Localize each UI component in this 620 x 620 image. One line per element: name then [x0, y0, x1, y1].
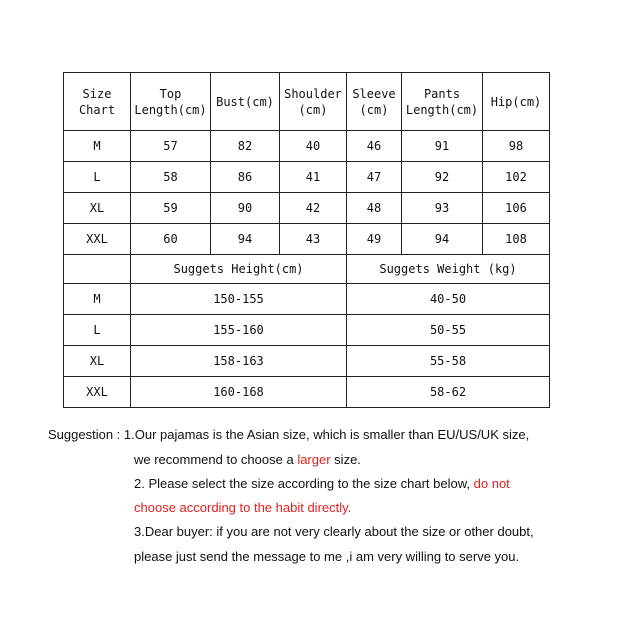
suggest-row	[64, 377, 550, 408]
top-length-cell: 60	[131, 224, 211, 255]
sleeve-cell: 46	[347, 131, 402, 162]
table-header-row	[64, 73, 550, 131]
hip-cell: 108	[483, 224, 550, 255]
sleeve-cell: 48	[347, 193, 402, 224]
sleeve-cell: 47	[347, 162, 402, 193]
size-chart-table	[63, 72, 550, 408]
suggestion-line-3: 2. Please select the size according to the size chart below, do not	[134, 476, 510, 491]
size-cell: XXL	[64, 224, 131, 255]
suggest-height-header: Suggets Height(cm)	[131, 255, 347, 284]
height-range-cell: 155-160	[131, 315, 347, 346]
table-row	[64, 193, 550, 224]
suggest-weight-header: Suggets Weight (kg)	[347, 255, 550, 284]
size-cell: XXL	[64, 377, 131, 408]
header-top-length: Top Length(cm)	[131, 73, 211, 131]
suggestion-line-5: 3.Dear buyer: if you are not very clearly about the size or other doubt,	[134, 524, 534, 539]
bust-cell: 82	[211, 131, 280, 162]
larger-highlight: larger	[297, 452, 331, 467]
size-cell: XL	[64, 346, 131, 377]
weight-range-cell: 55-58	[347, 346, 550, 377]
do-not-highlight: do not	[473, 476, 510, 491]
suggest-row	[64, 315, 550, 346]
table-row	[64, 224, 550, 255]
pants-length-cell: 91	[402, 131, 483, 162]
shoulder-cell: 42	[280, 193, 347, 224]
bust-cell: 94	[211, 224, 280, 255]
suggestion-line-1: Suggestion : 1.Our pajamas is the Asian size, which is smaller than EU/US/UK size,	[48, 427, 530, 442]
weight-range-cell: 50-55	[347, 315, 550, 346]
header-shoulder: Shoulder (cm)	[280, 73, 347, 131]
shoulder-cell: 43	[280, 224, 347, 255]
header-hip: Hip(cm)	[483, 73, 550, 131]
height-range-cell: 150-155	[131, 284, 347, 315]
blank-cell	[64, 255, 131, 284]
top-length-cell: 57	[131, 131, 211, 162]
suggestion-line-4: choose according to the habit directly.	[134, 500, 352, 515]
height-range-cell: 160-168	[131, 377, 347, 408]
table-row	[64, 162, 550, 193]
bust-cell: 90	[211, 193, 280, 224]
pants-length-cell: 92	[402, 162, 483, 193]
suggest-header-row	[64, 255, 550, 284]
pants-length-cell: 94	[402, 224, 483, 255]
height-range-cell: 158-163	[131, 346, 347, 377]
size-cell: L	[64, 162, 131, 193]
size-cell: L	[64, 315, 131, 346]
suggestion-line-6: please just send the message to me ,i am very willing to serve you.	[134, 549, 520, 564]
suggest-row	[64, 284, 550, 315]
hip-cell: 106	[483, 193, 550, 224]
size-cell: M	[64, 131, 131, 162]
size-cell: M	[64, 284, 131, 315]
shoulder-cell: 41	[280, 162, 347, 193]
header-size-chart: Size Chart	[64, 73, 131, 131]
top-length-cell: 59	[131, 193, 211, 224]
top-length-cell: 58	[131, 162, 211, 193]
size-cell: XL	[64, 193, 131, 224]
pants-length-cell: 93	[402, 193, 483, 224]
bust-cell: 86	[211, 162, 280, 193]
suggestion-line-2: we recommend to choose a larger size.	[134, 452, 361, 467]
header-sleeve: Sleeve (cm)	[347, 73, 402, 131]
weight-range-cell: 40-50	[347, 284, 550, 315]
hip-cell: 98	[483, 131, 550, 162]
table-row	[64, 131, 550, 162]
weight-range-cell: 58-62	[347, 377, 550, 408]
header-bust: Bust(cm)	[211, 73, 280, 131]
shoulder-cell: 40	[280, 131, 347, 162]
sleeve-cell: 49	[347, 224, 402, 255]
header-pants-length: Pants Length(cm)	[402, 73, 483, 131]
hip-cell: 102	[483, 162, 550, 193]
suggest-row	[64, 346, 550, 377]
